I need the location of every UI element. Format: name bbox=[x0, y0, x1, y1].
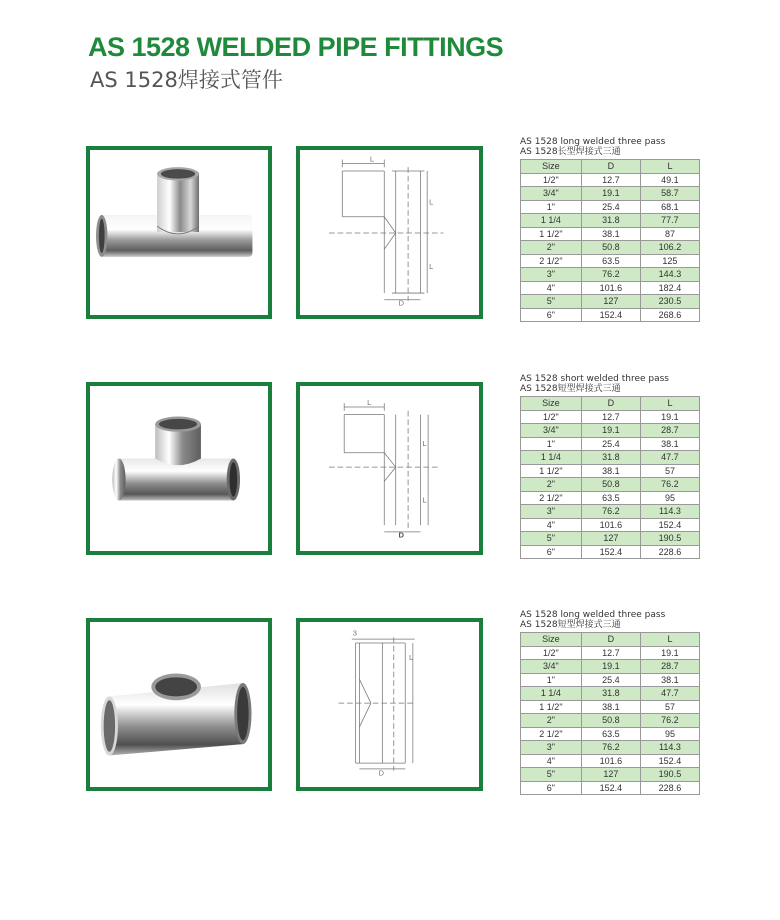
table-cell: 1" bbox=[521, 673, 582, 687]
column-header: D bbox=[581, 397, 640, 411]
table-cell: 1 1/2" bbox=[521, 700, 582, 714]
table-cell: 106.2 bbox=[640, 241, 699, 255]
table-cell: 57 bbox=[640, 700, 699, 714]
table-cell: 2 1/2" bbox=[521, 727, 582, 741]
table-row bbox=[521, 491, 700, 505]
table-cell: 190.5 bbox=[640, 768, 699, 782]
equal-tee-illustration bbox=[90, 622, 268, 787]
table-cell: 152.4 bbox=[640, 518, 699, 532]
table-cell: 144.3 bbox=[640, 268, 699, 282]
table-cell: 31.8 bbox=[581, 451, 640, 465]
table-row bbox=[521, 254, 700, 268]
table-cell: 76.2 bbox=[581, 268, 640, 282]
table-caption-en: AS 1528 long welded three pass bbox=[520, 137, 666, 147]
table-row bbox=[521, 214, 700, 228]
table-cell: 50.8 bbox=[581, 241, 640, 255]
table-cell: 63.5 bbox=[581, 727, 640, 741]
table-cell: 31.8 bbox=[581, 214, 640, 228]
table-row bbox=[521, 781, 700, 795]
table-row bbox=[521, 646, 700, 660]
table-cell: 28.7 bbox=[640, 660, 699, 674]
table-cell: 1/2" bbox=[521, 410, 582, 424]
dim-label-d: D bbox=[398, 530, 405, 540]
table-cell: 38.1 bbox=[581, 464, 640, 478]
table-row bbox=[521, 241, 700, 255]
table-cell: 3/4" bbox=[521, 424, 582, 438]
table-cell: 12.7 bbox=[581, 646, 640, 660]
table-cell: 58.7 bbox=[640, 187, 699, 201]
table-cell: 1 1/4 bbox=[521, 214, 582, 228]
table-cell: 68.1 bbox=[640, 200, 699, 214]
column-header: Size bbox=[521, 160, 582, 174]
table-row bbox=[521, 741, 700, 755]
spec-table-long-tee bbox=[520, 137, 700, 322]
table-cell: 31.8 bbox=[581, 687, 640, 701]
table-cell: 19.1 bbox=[581, 660, 640, 674]
table-cell: 19.1 bbox=[640, 410, 699, 424]
table-cell: 38.1 bbox=[640, 673, 699, 687]
table-cell: 101.6 bbox=[581, 754, 640, 768]
table-cell: 5" bbox=[521, 768, 582, 782]
dim-label-d: D bbox=[378, 768, 385, 778]
table-cell: 1/2" bbox=[521, 646, 582, 660]
table-cell: 5" bbox=[521, 295, 582, 309]
table-cell: 57 bbox=[640, 464, 699, 478]
dim-label-l-right-upper: L bbox=[422, 439, 427, 449]
table-cell: 38.1 bbox=[640, 437, 699, 451]
dimension-table bbox=[520, 159, 700, 322]
fitting-drawing-short-tee bbox=[296, 382, 483, 555]
table-row bbox=[521, 451, 700, 465]
table-cell: 1/2" bbox=[521, 173, 582, 187]
table-cell: 228.6 bbox=[640, 545, 699, 559]
table-cell: 38.1 bbox=[581, 227, 640, 241]
table-row bbox=[521, 768, 700, 782]
table-row bbox=[521, 187, 700, 201]
table-cell: 25.4 bbox=[581, 200, 640, 214]
dim-label-l-right-lower: L bbox=[429, 262, 434, 272]
table-row bbox=[521, 478, 700, 492]
table-cell: 77.7 bbox=[640, 214, 699, 228]
table-row bbox=[521, 673, 700, 687]
table-cell: 25.4 bbox=[581, 437, 640, 451]
column-header: L bbox=[640, 160, 699, 174]
table-caption-en: AS 1528 short welded three pass bbox=[520, 374, 669, 384]
table-cell: 63.5 bbox=[581, 254, 640, 268]
table-row bbox=[521, 532, 700, 546]
dim-label-l-right-upper: L bbox=[409, 653, 414, 663]
table-cell: 3" bbox=[521, 268, 582, 282]
table-cell: 127 bbox=[581, 532, 640, 546]
equal-tee-drawing bbox=[300, 622, 479, 787]
table-cell: 47.7 bbox=[640, 451, 699, 465]
table-cell: 152.4 bbox=[581, 545, 640, 559]
table-row bbox=[521, 754, 700, 768]
table-row bbox=[521, 727, 700, 741]
table-cell: 47.7 bbox=[640, 687, 699, 701]
table-row bbox=[521, 308, 700, 322]
table-caption-cn: AS 1528短型焊接式三通 bbox=[520, 620, 621, 630]
table-row bbox=[521, 437, 700, 451]
table-cell: 3/4" bbox=[521, 187, 582, 201]
table-cell: 19.1 bbox=[581, 424, 640, 438]
table-cell: 76.2 bbox=[640, 714, 699, 728]
page-title: AS 1528 WELDED PIPE FITTINGS bbox=[88, 32, 504, 62]
table-cell: 1 1/2" bbox=[521, 227, 582, 241]
table-cell: 49.1 bbox=[640, 173, 699, 187]
dimension-table bbox=[520, 632, 700, 795]
column-header: D bbox=[581, 633, 640, 647]
dim-label-3: 3 bbox=[352, 628, 358, 638]
column-header: Size bbox=[521, 397, 582, 411]
table-cell: 127 bbox=[581, 768, 640, 782]
fitting-drawing-equal-tee bbox=[296, 618, 483, 791]
table-cell: 5" bbox=[521, 532, 582, 546]
table-cell: 2" bbox=[521, 241, 582, 255]
table-row bbox=[521, 173, 700, 187]
table-cell: 12.7 bbox=[581, 173, 640, 187]
table-row bbox=[521, 227, 700, 241]
table-cell: 4" bbox=[521, 281, 582, 295]
table-row bbox=[521, 410, 700, 424]
table-cell: 3" bbox=[521, 505, 582, 519]
table-cell: 182.4 bbox=[640, 281, 699, 295]
dim-label-l-right-upper: L bbox=[429, 197, 434, 207]
table-row bbox=[521, 295, 700, 309]
table-cell: 3/4" bbox=[521, 660, 582, 674]
table-cell: 152.4 bbox=[581, 308, 640, 322]
table-cell: 2" bbox=[521, 714, 582, 728]
table-header-row bbox=[521, 397, 700, 411]
table-cell: 190.5 bbox=[640, 532, 699, 546]
table-cell: 2 1/2" bbox=[521, 254, 582, 268]
dim-label-d: D bbox=[398, 298, 405, 308]
table-cell: 12.7 bbox=[581, 410, 640, 424]
table-cell: 1 1/4 bbox=[521, 687, 582, 701]
table-cell: 19.1 bbox=[640, 646, 699, 660]
table-cell: 152.4 bbox=[640, 754, 699, 768]
table-cell: 50.8 bbox=[581, 478, 640, 492]
table-row bbox=[521, 281, 700, 295]
table-cell: 127 bbox=[581, 295, 640, 309]
table-cell: 6" bbox=[521, 545, 582, 559]
table-cell: 87 bbox=[640, 227, 699, 241]
table-cell: 2" bbox=[521, 478, 582, 492]
spec-table-equal-tee bbox=[520, 610, 700, 795]
table-cell: 95 bbox=[640, 491, 699, 505]
long-tee-drawing bbox=[300, 150, 479, 315]
table-cell: 2 1/2" bbox=[521, 491, 582, 505]
column-header: Size bbox=[521, 633, 582, 647]
table-cell: 101.6 bbox=[581, 281, 640, 295]
table-cell: 50.8 bbox=[581, 714, 640, 728]
table-cell: 25.4 bbox=[581, 673, 640, 687]
column-header: L bbox=[640, 633, 699, 647]
fitting-drawing-long-tee bbox=[296, 146, 483, 319]
table-cell: 6" bbox=[521, 781, 582, 795]
table-caption-cn: AS 1528长型焊接式三通 bbox=[520, 147, 621, 157]
long-tee-illustration bbox=[90, 150, 268, 315]
dim-label-l-right-lower: L bbox=[422, 495, 427, 505]
table-cell: 76.2 bbox=[640, 478, 699, 492]
column-header: L bbox=[640, 397, 699, 411]
table-row bbox=[521, 505, 700, 519]
spec-table-short-tee bbox=[520, 374, 700, 559]
table-cell: 152.4 bbox=[581, 781, 640, 795]
table-header-row bbox=[521, 160, 700, 174]
fitting-photo-long-tee bbox=[86, 146, 272, 319]
table-cell: 4" bbox=[521, 518, 582, 532]
table-cell: 4" bbox=[521, 754, 582, 768]
dim-label-l-top: L bbox=[367, 398, 372, 408]
table-row bbox=[521, 268, 700, 282]
table-cell: 63.5 bbox=[581, 491, 640, 505]
table-cell: 19.1 bbox=[581, 187, 640, 201]
table-caption-en: AS 1528 long welded three pass bbox=[520, 610, 666, 620]
table-caption-cn: AS 1528短型焊接式三通 bbox=[520, 384, 621, 394]
table-header-row bbox=[521, 633, 700, 647]
short-tee-drawing bbox=[300, 386, 479, 551]
table-cell: 28.7 bbox=[640, 424, 699, 438]
table-row bbox=[521, 424, 700, 438]
table-row bbox=[521, 687, 700, 701]
table-row bbox=[521, 518, 700, 532]
table-cell: 268.6 bbox=[640, 308, 699, 322]
table-cell: 114.3 bbox=[640, 741, 699, 755]
table-cell: 101.6 bbox=[581, 518, 640, 532]
table-row bbox=[521, 200, 700, 214]
table-row bbox=[521, 660, 700, 674]
fitting-photo-short-tee bbox=[86, 382, 272, 555]
short-tee-illustration bbox=[90, 386, 268, 551]
table-cell: 3" bbox=[521, 741, 582, 755]
table-cell: 1 1/4 bbox=[521, 451, 582, 465]
column-header: D bbox=[581, 160, 640, 174]
fitting-photo-equal-tee bbox=[86, 618, 272, 791]
table-cell: 230.5 bbox=[640, 295, 699, 309]
table-cell: 125 bbox=[640, 254, 699, 268]
table-cell: 95 bbox=[640, 727, 699, 741]
table-cell: 1" bbox=[521, 437, 582, 451]
table-cell: 76.2 bbox=[581, 505, 640, 519]
dim-label-l-top: L bbox=[369, 154, 375, 164]
table-cell: 1 1/2" bbox=[521, 464, 582, 478]
table-cell: 76.2 bbox=[581, 741, 640, 755]
page-subtitle: AS 1528焊接式管件 bbox=[90, 68, 283, 92]
table-cell: 38.1 bbox=[581, 700, 640, 714]
table-cell: 6" bbox=[521, 308, 582, 322]
dimension-table bbox=[520, 396, 700, 559]
table-row bbox=[521, 545, 700, 559]
table-cell: 114.3 bbox=[640, 505, 699, 519]
table-row bbox=[521, 714, 700, 728]
table-row bbox=[521, 464, 700, 478]
table-row bbox=[521, 700, 700, 714]
table-cell: 228.6 bbox=[640, 781, 699, 795]
table-cell: 1" bbox=[521, 200, 582, 214]
